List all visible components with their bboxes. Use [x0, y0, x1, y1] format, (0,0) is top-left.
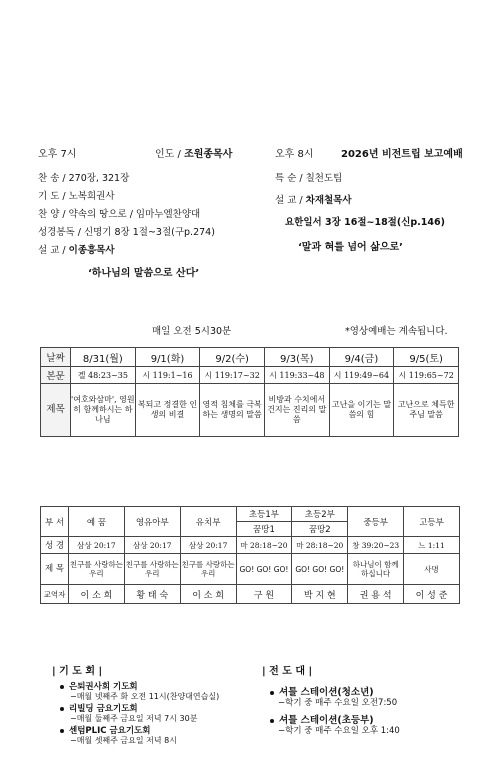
date-cell: 8/31(월)	[71, 348, 136, 367]
dept-teacher-cell: 이 소 희	[69, 585, 125, 604]
bullet-icon	[270, 719, 274, 723]
date-cell: 9/2(수)	[200, 348, 265, 367]
dept-group-elem1: 초등1부	[236, 507, 292, 522]
dept-verse-row	[41, 537, 460, 554]
report-sermon-preacher: 차재철목사	[305, 195, 352, 206]
date-cell: 9/1(화)	[135, 348, 200, 367]
dept-teacher-cell: 권 용 석	[348, 585, 404, 604]
report-sermon	[275, 192, 352, 206]
dept-teacher-cell: 이 소 희	[180, 585, 236, 604]
topic-cell: 복되고 정결한 인생의 비결	[135, 384, 200, 437]
evangelism-item-detail: −학기 중 매주 수요일 오후 1:40	[278, 726, 400, 736]
dept-topic-cell: 친구를 사랑하는 우리	[124, 554, 180, 585]
verse-cell: 시 119:65~72	[394, 367, 459, 384]
bullet-icon	[270, 691, 274, 695]
topic-label: 제목	[41, 384, 71, 437]
report-reading: 요한일서 3장 16절~18절(신p.146)	[285, 217, 445, 228]
bullet-icon	[60, 685, 64, 689]
dept-topic-label: 제 목	[41, 554, 69, 585]
dept-verse-cell: 느 1:11	[404, 537, 460, 554]
prayer-meetings-title: | 기 도 회 |	[52, 666, 103, 677]
dept-topic-cell: GO! GO! GO!	[236, 554, 292, 585]
dept-verse-cell: 창 39:20~23	[348, 537, 404, 554]
dept-topic-cell: 사명	[404, 554, 460, 585]
date-label: 날짜	[41, 348, 71, 367]
prayer-item-detail: −매월 넷째주 화 오전 11시(찬양대연습실)	[70, 692, 220, 701]
verse-cell: 시 119:17~32	[200, 367, 265, 384]
dept-name: 중등부	[348, 507, 404, 537]
dept-teacher-label: 교역자	[41, 585, 69, 604]
daily-topic-row	[41, 384, 459, 437]
topic-cell: 고난을 이기는 말씀의 힘	[329, 384, 394, 437]
dept-group-elem2: 초등2부	[292, 507, 348, 522]
dept-topic-cell: GO! GO! GO!	[292, 554, 348, 585]
dept-teacher-cell: 황 태 숙	[124, 585, 180, 604]
topic-cell: 영적 침체를 극복하는 생명의 말씀	[200, 384, 265, 437]
prayer-item-detail: −매월 셋째주 금요일 저녁 8시	[70, 736, 177, 745]
dept-teacher-cell: 구 원	[236, 585, 292, 604]
verse-cell: 시 119:49~64	[329, 367, 394, 384]
topic-cell: '여호와삼마', 영원히 함께하시는 하나님	[71, 384, 136, 437]
daily-header-row	[41, 348, 459, 367]
prayer-item-name: 은퇴권사회 기도회	[69, 682, 138, 692]
daily-schedule-table	[40, 347, 459, 437]
evening-prayer: 기 도 / 노복희권사	[38, 191, 115, 202]
dept-verse-cell: 삼상 20:17	[69, 537, 125, 554]
evangelism-item-detail: −학기 중 매주 수요일 오전7:50	[278, 698, 398, 708]
verse-cell: 겔 48:23~35	[71, 367, 136, 384]
dept-label: 부 서	[41, 507, 69, 537]
evening-sermon-preacher: 이종흥목사	[68, 245, 115, 256]
dept-verse-cell: 마 28:18~20	[292, 537, 348, 554]
verse-label: 본문	[41, 367, 71, 384]
dept-verse-label: 성 경	[41, 537, 69, 554]
dept-name: 꿈땅2	[292, 522, 348, 537]
verse-cell: 시 119:33~48	[264, 367, 329, 384]
daily-verse-row	[41, 367, 459, 384]
evening-leader	[155, 145, 232, 160]
evangelism-title: | 전 도 대 |	[262, 666, 313, 677]
dept-header-row	[41, 507, 460, 522]
dept-verse-cell: 마 28:18~20	[236, 537, 292, 554]
dept-name: 영유아부	[124, 507, 180, 537]
date-cell: 9/4(금)	[329, 348, 394, 367]
dept-verse-cell: 삼상 20:17	[124, 537, 180, 554]
bullet-icon	[60, 707, 64, 711]
topic-cell: 고난으로 체득한 주님 말씀	[394, 384, 459, 437]
date-cell: 9/3(목)	[264, 348, 329, 367]
report-special: 특 순 / 칠천도팀	[275, 173, 343, 184]
evening-leader-name: 조원종목사	[184, 149, 233, 160]
dept-name: 예 꿈	[69, 507, 125, 537]
evening-time: 오후 7시	[38, 149, 77, 160]
evangelism-item-name: 셔틀 스테이션(초등부)	[279, 715, 374, 726]
prayer-item-detail: −매월 둘째주 금요일 저녁 7시 30분	[70, 714, 198, 723]
evangelism-item-name: 셔틀 스테이션(청소년)	[279, 687, 374, 698]
prayer-item-name: 센텀PLIC 금요기도회	[69, 726, 151, 736]
date-cell: 9/5(토)	[394, 348, 459, 367]
evening-sermon-title: ‘하나님의 말씀으로 산다’	[88, 268, 200, 279]
dept-topic-row	[41, 554, 460, 585]
dawn-time: 매일 오전 5시30분	[152, 326, 232, 337]
dept-topic-cell: 친구를 사랑하는 우리	[180, 554, 236, 585]
topic-cell: 비방과 수치에서 건지는 진리의 말씀	[264, 384, 329, 437]
dept-name: 고등부	[404, 507, 460, 537]
dept-name: 꿈땅1	[236, 522, 292, 537]
evening-hymn: 찬 송 / 270장, 321장	[38, 173, 130, 184]
evening-leader-label: 인도 /	[155, 149, 181, 160]
dawn-note: *영상예배는 계속됩니다.	[345, 326, 448, 337]
report-time: 오후 8시	[275, 149, 314, 160]
report-message: ‘말과 혀를 넘어 삶으로’	[298, 242, 403, 253]
evening-sermon-label: 설 교 /	[38, 245, 66, 256]
verse-cell: 시 119:1~16	[135, 367, 200, 384]
evening-reading: 성경봉독 / 신명기 8장 1절~3절(구p.274)	[38, 227, 215, 238]
dept-teacher-row	[41, 585, 460, 604]
dept-name: 유치부	[180, 507, 236, 537]
department-table	[40, 506, 460, 604]
report-title: 2026년 비전트립 보고예배	[341, 149, 463, 160]
report-sermon-label: 설 교 /	[275, 195, 303, 206]
evening-praise: 찬 양 / 약속의 땅으로 / 임마누엘찬양대	[38, 209, 201, 220]
bullet-icon	[60, 729, 64, 733]
dept-teacher-cell: 이 성 준	[404, 585, 460, 604]
dept-teacher-cell: 박 지 현	[292, 585, 348, 604]
dept-topic-cell: 하나님이 함께 하십니다	[348, 554, 404, 585]
dept-topic-cell: 친구를 사랑하는 우리	[69, 554, 125, 585]
prayer-item-name: 리빌딩 금요기도회	[69, 704, 138, 714]
dept-verse-cell: 삼상 20:17	[180, 537, 236, 554]
evening-sermon	[38, 242, 115, 256]
